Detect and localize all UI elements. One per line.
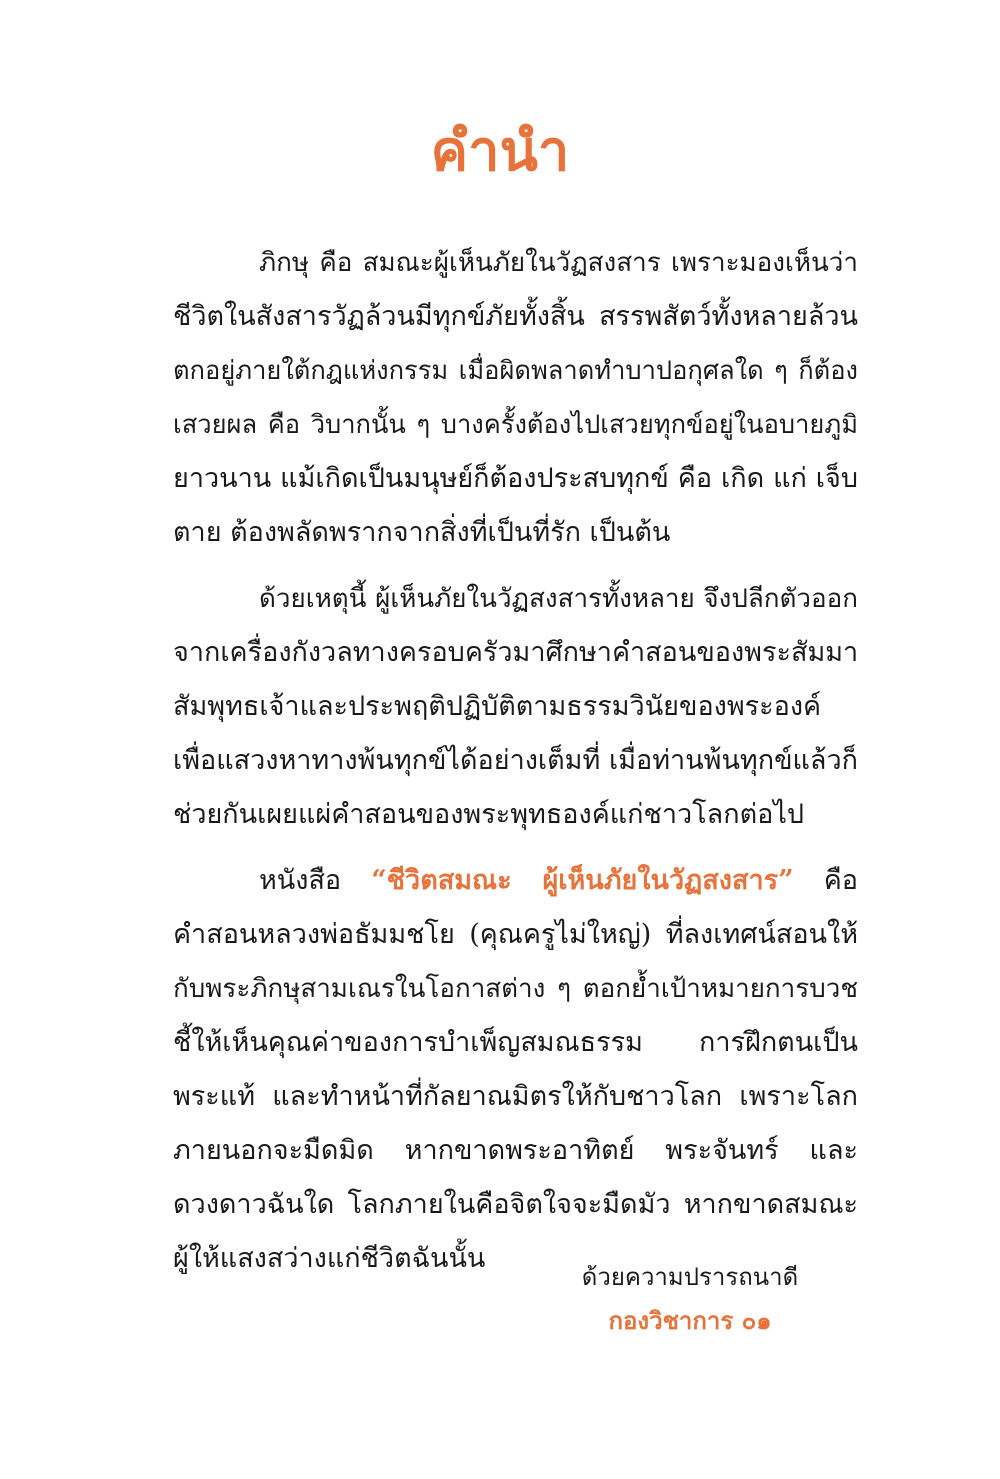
paragraph-line: ภิกษุ คือ สมณะผู้เห็นภัยในวัฏสงสาร เพราะมองเห็นว่า	[259, 248, 858, 278]
paragraph-line: ดวงดาวฉันใด โลกภายในคือจิตใจจะมืดมัว หากขาดสมณะ	[173, 1189, 858, 1220]
paragraph-line: สัมพุทธเจ้าและประพฤติปฏิบัติตามธรรมวินัยของพระองค์	[173, 691, 822, 722]
paragraph-2	[173, 572, 858, 842]
paragraph-line: พระแท้ และทำหน้าที่กัลยาณมิตรให้กับชาวโลก เพราะโลก	[173, 1081, 858, 1112]
preface-body	[173, 236, 858, 1298]
paragraph-line: ตกอยู่ภายใต้กฎแห่งกรรม เมื่อผิดพลาดทำบาปอกุศลใด ๆ ก็ต้อง	[173, 356, 858, 386]
book-prefix: หนังสือ	[259, 865, 342, 896]
paragraph-line: ยาวนาน แม้เกิดเป็นมนุษย์ก็ต้องประสบทุกข์ คือ เกิด แก่ เจ็บ	[173, 463, 858, 494]
paragraph-3	[173, 854, 858, 1286]
book-suffix: คือ	[823, 865, 858, 896]
paragraph-line: ชีวิตในสังสารวัฏล้วนมีทุกข์ภัยทั้งสิ้น สรรพสัตว์ทั้งหลายล้วน	[173, 301, 858, 332]
paragraph-line: คำสอนหลวงพ่อธัมมชโย (คุณครูไม่ใหญ่) ที่ลงเทศน์สอนให้	[173, 919, 858, 950]
paragraph-line-with-book-title	[173, 854, 858, 908]
book-title: “ชีวิตสมณะ ผู้เห็นภัยในวัฏสงสาร”	[371, 865, 794, 896]
closing-text: ด้วยความปรารถนาดี	[581, 1263, 799, 1291]
paragraph-line: ภายนอกจะมืดมิด หากขาดพระอาทิตย์ พระจันทร์ และ	[173, 1135, 858, 1166]
organization-name: กองวิชาการ ๐๑	[608, 1306, 772, 1335]
page-title: คำนำ	[430, 118, 570, 184]
paragraph-line: เสวยผล คือ วิบากนั้น ๆ บางครั้งต้องไปเสวยทุกข์อยู่ในอบายภูมิ	[173, 410, 858, 440]
signoff	[560, 1255, 820, 1343]
paragraph-line: ด้วยเหตุนี้ ผู้เห็นภัยในวัฏสงสารทั้งหลาย จึงปลีกตัวออก	[259, 584, 858, 614]
paragraph-line: ผู้ให้แสงสว่างแก่ชีวิตฉันนั้น	[173, 1243, 486, 1274]
paragraph-line: ชี้ให้เห็นคุณค่าของการบำเพ็ญสมณธรรม การฝึกตนเป็น	[173, 1027, 858, 1058]
paragraph-line: ช่วยกันเผยแผ่คำสอนของพระพุทธองค์แก่ชาวโลกต่อไป	[173, 799, 805, 830]
paragraph-line: จากเครื่องกังวลทางครอบครัวมาศึกษาคำสอนของพระสัมมา	[173, 637, 859, 668]
paragraph-1	[173, 236, 858, 560]
paragraph-line: ตาย ต้องพลัดพรากจากสิ่งที่เป็นที่รัก เป็นต้น	[173, 517, 671, 548]
paragraph-line: กับพระภิกษุสามเณรในโอกาสต่าง ๆ ตอกย้ำเป้าหมายการบวช	[173, 974, 858, 1004]
paragraph-line: เพื่อแสวงหาทางพ้นทุกข์ได้อย่างเต็มที่ เมื่อท่านพ้นทุกข์แล้วก็	[173, 745, 858, 776]
